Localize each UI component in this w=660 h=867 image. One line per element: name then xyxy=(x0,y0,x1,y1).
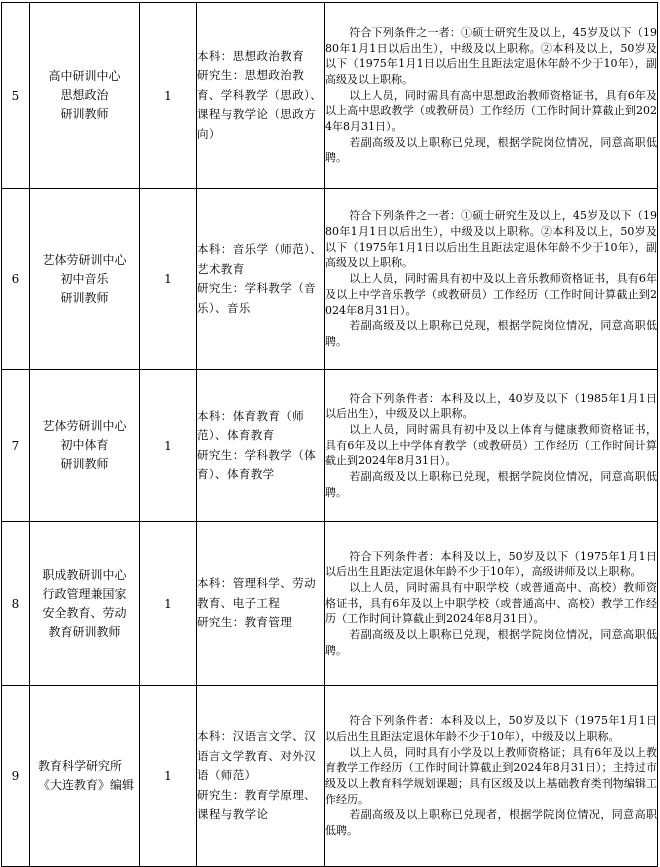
headcount: 1 xyxy=(140,686,197,867)
table-row xyxy=(2,189,658,370)
positions-table xyxy=(1,2,658,867)
table-row xyxy=(2,686,658,867)
major-requirement: 本科：音乐学（师范）、艺术教育 研究生：学科教学（音乐）、音乐 xyxy=(197,189,325,370)
post-name: 艺体劳研训中心 初中音乐 研训教师 xyxy=(30,189,140,370)
headcount: 1 xyxy=(140,189,197,370)
qualification-requirements: 符合下列条件之一者：①硕士研究生及以上，45岁及以下（1980年1月1日以后出生），中级及以上职称。②本科及以上，50岁及以下（1975年1月1日以后出生且距法定退休年龄不少于10年），副高级及以上职称。 以上人员，同时需具有初中及以上音乐教师资格证书，具有6年及以上中学音乐教学（或教研员）工作经历（工作时间计算截止到2024年8月31日）。 若副高级及以上职称已兑现，根据学院岗位情况，同意高职低聘。 xyxy=(325,189,658,370)
post-name: 艺体劳研训中心 初中体育 研训教师 xyxy=(30,370,140,522)
row-number: 5 xyxy=(2,3,30,189)
row-number: 8 xyxy=(2,522,30,686)
qualification-requirements: 符合下列条件者：本科及以上，50岁及以下（1975年1月1日以后出生且距法定退休年龄不少于10年），高级讲师及以上职称。 以上人员，同时需具有中职学校（或普通高中、高校）教师资格证书，具有6年及以上中职学校（或普通高中、高校）教学工作经历（工作时间计算截止到2024年8月31日）。 若副高级及以上职称已兑现，根据学院岗位情况，同意高职低聘。 xyxy=(325,522,658,686)
table-row xyxy=(2,3,658,189)
table-row xyxy=(2,522,658,686)
post-name: 职成教研训中心 行政管理兼国家 安全教育、劳动 教育研训教师 xyxy=(30,522,140,686)
major-requirement: 本科：管理科学、劳动教育、电子工程 研究生：教育管理 xyxy=(197,522,325,686)
qualification-requirements: 符合下列条件者：本科及以上，50岁及以下（1975年1月1日以后出生且距法定退休年龄不少于10年），中级及以上职称。 以上人员，同时具有小学及以上教师资格证；具有6年及以上教育教学工作经历（工作时间计算截止到2024年8月31日）；主持过市级及以上教育科学规划课题；具有区级及以上基础教育类刊物编辑工作经历。 若副高级及以上职称已兑现者，根据学院岗位情况，同意高职低聘。 xyxy=(325,686,658,867)
post-name: 教育科学研究所 《大连教育》编辑 xyxy=(30,686,140,867)
table-row xyxy=(2,370,658,522)
row-number: 6 xyxy=(2,189,30,370)
major-requirement: 本科：体育教育（师范）、体育教育 研究生：学科教学（体育）、体育教学 xyxy=(197,370,325,522)
major-requirement: 本科：思想政治教育 研究生：思想政治教育、学科教学（思政）、课程与教学论（思政方向） xyxy=(197,3,325,189)
row-number: 7 xyxy=(2,370,30,522)
qualification-requirements: 符合下列条件之一者：①硕士研究生及以上，45岁及以下（1980年1月1日以后出生），中级及以上职称。②本科及以上，50岁及以下（1975年1月1日以后出生且距法定退休年龄不少于10年），副高级及以上职称。 以上人员，同时需具有高中思想政治教师资格证书，具有6年及以上高中思政教学（或教研员）工作经历（工作时间计算截止到2024年8月31日）。 若副高级及以上职称已兑现，根据学院岗位情况，同意高职低聘。 xyxy=(325,3,658,189)
headcount: 1 xyxy=(140,522,197,686)
qualification-requirements: 符合下列条件者：本科及以上，40岁及以下（1985年1月1日以后出生），中级及以上职称。 以上人员，同时需具有初中及以上体育与健康教师资格证书，具有6年及以上中学体育教学（或教研员）工作经历（工作时间计算截止到2024年8月31日）。 若副高级及以上职称已兑现，根据学院岗位情况，同意高职低聘。 xyxy=(325,370,658,522)
headcount: 1 xyxy=(140,370,197,522)
headcount: 1 xyxy=(140,3,197,189)
row-number: 9 xyxy=(2,686,30,867)
major-requirement: 本科：汉语言文学、汉语言文学教育、对外汉语（师范） 研究生：教育学原理、课程与教学论 xyxy=(197,686,325,867)
post-name: 高中研训中心 思想政治 研训教师 xyxy=(30,3,140,189)
